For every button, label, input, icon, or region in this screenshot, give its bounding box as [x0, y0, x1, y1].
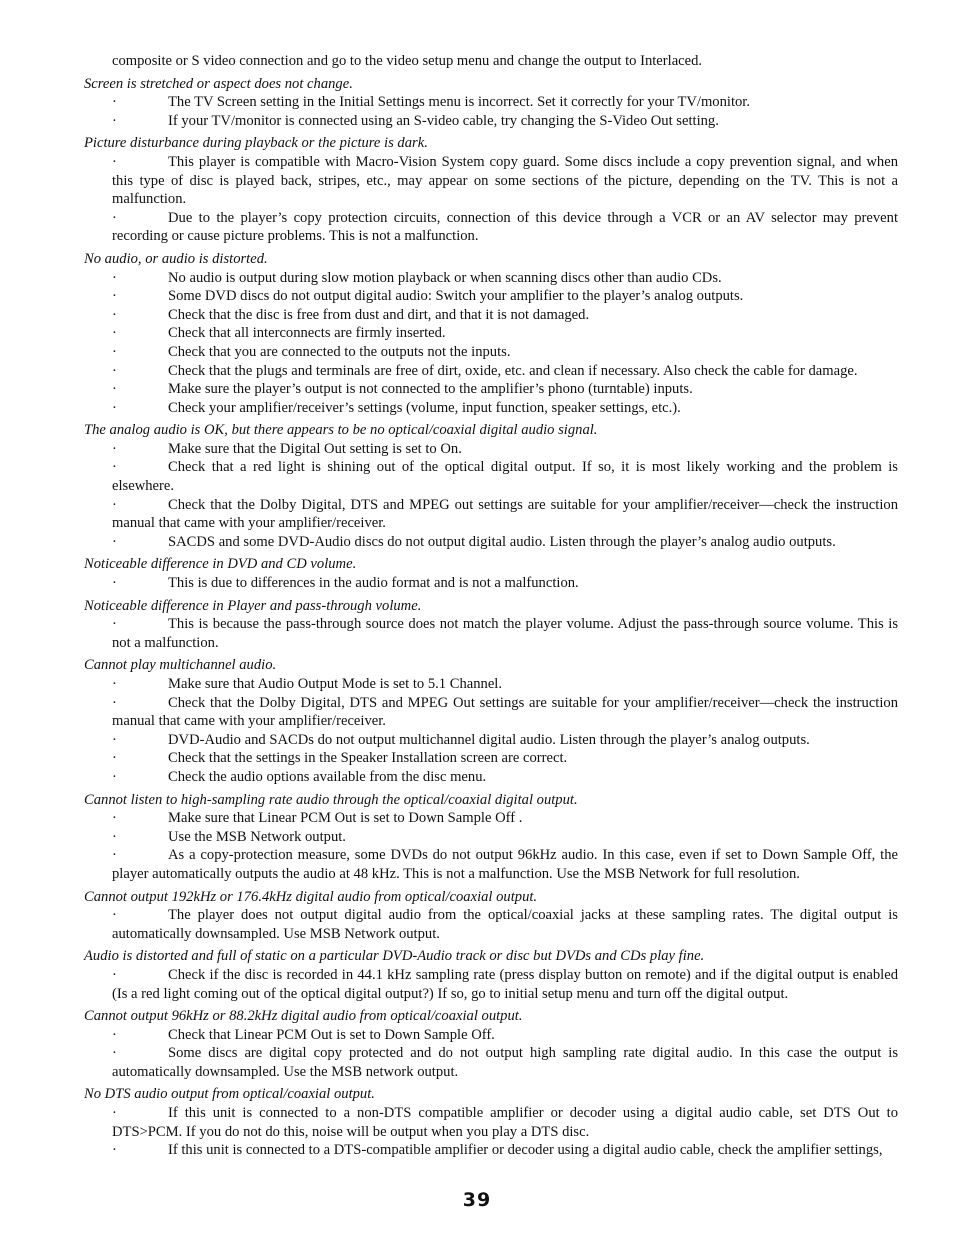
troubleshooting-section [84, 250, 898, 417]
bullet-mark: · [112, 362, 117, 379]
bullet-mark: · [112, 153, 117, 170]
list-item [112, 533, 898, 552]
list-item [112, 287, 898, 306]
list-item-text: No audio is output during slow motion playback or when scanning discs other than audio CDs. [168, 269, 722, 286]
list-item-text: Make sure that the Digital Out setting is set to On. [168, 440, 462, 457]
bullet-mark: · [112, 94, 117, 111]
section-heading: Cannot play multichannel audio. [84, 657, 277, 674]
section-heading: Cannot output 192kHz or 176.4kHz digital audio from optical/coaxial output. [84, 888, 538, 905]
bullet-mark: · [112, 1105, 117, 1122]
section-heading: Noticeable difference in DVD and CD volume. [84, 556, 357, 573]
troubleshooting-section [84, 134, 898, 246]
list-item-text: As a copy-protection measure, some DVDs do not output 96kHz audio. In this case, even if set to Down Sample Off, the player automatically outputs the audio at 48 kHz. This is not a malfunction. Use the MSB Network for full resolution. [112, 847, 898, 882]
bullet-mark: · [112, 750, 117, 767]
list-item [112, 749, 898, 768]
list-item-text: The player does not output digital audio from the optical/coaxial jacks at these sampling rates. The digital output is automatically downsampled. Use MSB Network output. [112, 907, 898, 942]
bullet-mark: · [112, 381, 117, 398]
bullet-mark: · [112, 288, 117, 305]
bullet-mark: · [112, 1142, 117, 1159]
list-item-text: If this unit is connected to a non-DTS compatible amplifier or decoder using a digital audio cable, set DTS Out to DTS>PCM. If you do not do this, noise will be output when you play a DTS disc. [112, 1105, 898, 1140]
bullet-mark: · [112, 828, 117, 845]
bullet-mark: · [112, 269, 117, 286]
list-item-text: Check that the settings in the Speaker Installation screen are correct. [168, 750, 568, 767]
list-item-text: Check that Linear PCM Out is set to Down Sample Off. [168, 1026, 495, 1043]
bullet-mark: · [112, 306, 117, 323]
bullet-mark: · [112, 440, 117, 457]
list-item [112, 1104, 898, 1141]
list-item [112, 380, 898, 399]
bullet-mark: · [112, 966, 117, 983]
troubleshooting-section [84, 555, 898, 592]
bullet-mark: · [112, 616, 117, 633]
intro-text: composite or S video connection and go to the video setup menu and change the output to Interlaced. [112, 53, 703, 69]
list-item-text: Check the audio options available from the disc menu. [168, 768, 487, 785]
troubleshooting-section [84, 947, 898, 1003]
page-number: 39 [462, 1189, 492, 1211]
troubleshooting-section [84, 1085, 898, 1159]
list-item [112, 324, 898, 343]
bullet-mark: · [112, 399, 117, 416]
section-heading: No DTS audio output from optical/coaxial output. [84, 1086, 375, 1103]
list-item [112, 966, 898, 1003]
section-heading: Cannot output 96kHz or 88.2kHz digital audio from optical/coaxial output. [84, 1008, 523, 1025]
bullet-mark: · [112, 1026, 117, 1043]
bullet-mark: · [112, 112, 117, 129]
bullet-mark: · [112, 847, 117, 864]
list-item [112, 306, 898, 325]
section-heading: Cannot listen to high-sampling rate audio through the optical/coaxial digital output. [84, 791, 578, 808]
list-item-text: Some discs are digital copy protected and do not output high sampling rate digital audio. In this case the output is automatically downsampled. Use the MSB network output. [112, 1045, 898, 1080]
troubleshooting-section [84, 791, 898, 884]
list-item-text: This player is compatible with Macro-Vision System copy guard. Some discs include a copy prevention signal, and when this type of disc is played back, stripes, etc., may appear on some sections of the picture, depending on the TV. This is not a malfunction. [112, 153, 898, 208]
list-item-text: Use the MSB Network output. [168, 828, 346, 845]
troubleshooting-section [84, 75, 898, 131]
list-item [112, 209, 898, 246]
list-item [112, 458, 898, 495]
list-item [112, 343, 898, 362]
list-item [112, 496, 898, 533]
list-item-text: Make sure that Audio Output Mode is set to 5.1 Channel. [168, 676, 502, 692]
bullet-mark: · [112, 496, 117, 513]
list-item-text: The TV Screen setting in the Initial Settings menu is incorrect. Set it correctly for your TV/monitor. [168, 94, 751, 111]
troubleshooting-section [84, 888, 898, 944]
list-item-text: Check that you are connected to the outputs not the inputs. [168, 343, 511, 360]
list-item [112, 615, 898, 652]
list-item-text: Check that the Dolby Digital, DTS and MPEG Out settings are suitable for your amplifier/receiver—check the instruction manual that came with your amplifier/receiver. [112, 694, 898, 730]
list-item-text: Some DVD discs do not output digital audio: Switch your amplifier to the player’s analog outputs. [168, 288, 744, 305]
list-item [112, 768, 898, 787]
troubleshooting-section [84, 421, 898, 551]
section-heading: No audio, or audio is distorted. [84, 250, 268, 267]
bullet-mark: · [112, 810, 117, 827]
bullet-mark: · [112, 731, 117, 748]
bullet-mark: · [112, 575, 117, 592]
list-item-text: SACDS and some DVD-Audio discs do not output digital audio. Listen through the player’s analog audio outputs. [168, 533, 836, 550]
list-item-text: If this unit is connected to a DTS-compatible amplifier or decoder using a digital audio cable, check the amplifier settings, [168, 1142, 883, 1159]
bullet-mark: · [112, 768, 117, 785]
list-item [112, 112, 898, 131]
troubleshooting-section [84, 1007, 898, 1081]
bullet-mark: · [112, 533, 117, 550]
bullet-mark: · [112, 459, 117, 476]
bullet-mark: · [112, 343, 117, 360]
section-heading: Picture disturbance during playback or the picture is dark. [84, 135, 428, 152]
list-item-text: If your TV/monitor is connected using an S-video cable, try changing the S-Video Out setting. [168, 112, 719, 129]
list-item-text: Make sure the player’s output is not connected to the amplifier’s phono (turntable) inputs. [168, 381, 693, 398]
list-item [112, 809, 898, 828]
bullet-mark: · [112, 907, 117, 924]
bullet-mark: · [112, 694, 117, 711]
list-item-text: Check that the Dolby Digital, DTS and MPEG out settings are suitable for your amplifier/receiver—check the instruction manual that came with your amplifier/receiver. [112, 496, 898, 532]
list-item-text: Check if the disc is recorded in 44.1 kHz sampling rate (press display button on remote) and if the digital output is enabled (Is a red light coming out of the optical digital output?) If so, go to initial setup menu and turn off the digital output. [112, 966, 898, 1002]
list-item-text: Check that a red light is shining out of the optical digital output. If so, it is most likely working and the problem is elsewhere. [112, 459, 898, 495]
list-item [112, 93, 898, 112]
troubleshooting-section [84, 656, 898, 786]
list-item-text: DVD-Audio and SACDs do not output multichannel digital audio. Listen through the player’s analog outputs. [168, 731, 810, 748]
bullet-mark: · [112, 325, 117, 342]
manual-page-body [84, 52, 898, 1160]
section-heading: The analog audio is OK, but there appears to be no optical/coaxial digital audio signal. [84, 422, 598, 439]
list-item [112, 362, 898, 381]
bullet-mark: · [112, 676, 117, 692]
list-item [112, 675, 898, 694]
list-item-text: Check that the disc is free from dust and dirt, and that it is not damaged. [168, 306, 590, 323]
list-item [112, 153, 898, 209]
section-heading: Audio is distorted and full of static on a particular DVD-Audio track or disc but DVDs and CDs play fine. [84, 948, 705, 965]
list-item [112, 906, 898, 943]
list-item [112, 440, 898, 459]
troubleshooting-section [84, 597, 898, 653]
bullet-mark: · [112, 1045, 117, 1062]
section-heading: Screen is stretched or aspect does not change. [84, 75, 353, 92]
list-item [112, 828, 898, 847]
list-item [112, 399, 898, 418]
list-item-text: Check that the plugs and terminals are free of dirt, oxide, etc. and clean if necessary. Also check the cable for damage. [168, 362, 858, 379]
troubleshooting-sections [84, 75, 898, 1160]
list-item [112, 1026, 898, 1045]
list-item-text: This is because the pass-through source does not match the player volume. Adjust the pass-through source volume. This is not a malfunction. [112, 616, 898, 651]
bullet-mark: · [112, 209, 117, 226]
list-item [112, 574, 898, 593]
list-item [112, 1141, 898, 1160]
list-item-text: Make sure that Linear PCM Out is set to Down Sample Off . [168, 810, 523, 827]
list-item [112, 269, 898, 288]
list-item-text: Check that all interconnects are firmly inserted. [168, 325, 446, 342]
list-item [112, 694, 898, 731]
list-item [112, 1044, 898, 1081]
list-item-text: Check your amplifier/receiver’s settings (volume, input function, speaker settings, etc.). [168, 399, 681, 416]
section-heading: Noticeable difference in Player and pass-through volume. [84, 597, 422, 614]
list-item-text: Due to the player’s copy protection circuits, connection of this device through a VCR or an AV selector may prevent recording or cause picture problems. This is not a malfunction. [112, 209, 898, 245]
list-item [112, 846, 898, 883]
list-item-text: This is due to differences in the audio format and is not a malfunction. [168, 575, 579, 592]
list-item [112, 731, 898, 750]
